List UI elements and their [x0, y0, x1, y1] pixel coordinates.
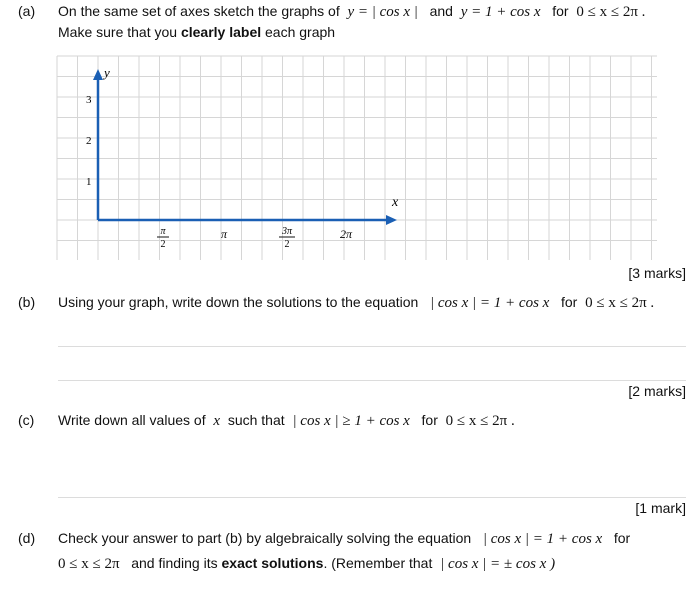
- domain-c: 0 ≤ x ≤ 2π .: [445, 413, 515, 429]
- part-d-remember: . (Remember that: [323, 555, 433, 571]
- identity-abs-cos: | cos x | = ± cos x ): [440, 556, 556, 572]
- answer-line-c[interactable]: [58, 497, 686, 498]
- inequality-c: | cos x | ≥ 1 + cos x: [292, 413, 410, 429]
- part-b-line: [58, 294, 654, 312]
- part-c-marks: [1 mark]: [635, 500, 686, 516]
- equation-b: | cos x | = 1 + cos x: [430, 295, 550, 311]
- for-word: for: [552, 3, 569, 19]
- equation-abs-cos: y = | cos x |: [347, 4, 418, 20]
- y-tick-2: 2: [86, 135, 92, 147]
- x-tick-pi: π: [220, 227, 228, 241]
- part-c-label: (c): [18, 412, 35, 428]
- y-axis-arrow: [93, 69, 103, 80]
- svg-text:π: π: [160, 226, 166, 237]
- part-c-prompt: Write down all values of: [58, 412, 206, 428]
- for-word-c: for: [421, 412, 438, 428]
- svg-text:2: 2: [284, 239, 290, 250]
- equation-d: | cos x | = 1 + cos x: [482, 531, 603, 547]
- answer-line-b2[interactable]: [58, 380, 686, 381]
- x-tick-2pi: 2π: [339, 227, 353, 241]
- part-a-prompt: On the same set of axes sketch the graphs of: [58, 3, 340, 19]
- x-axis-label: x: [392, 195, 399, 210]
- part-d-line2: [58, 555, 555, 573]
- domain-b: 0 ≤ x ≤ 2π .: [585, 295, 655, 311]
- equation-one-plus-cos: y = 1 + cos x: [460, 4, 541, 20]
- y-tick-3: 3: [86, 94, 92, 106]
- domain: 0 ≤ x ≤ 2π .: [576, 4, 646, 20]
- for-word-d: for: [613, 530, 631, 546]
- x-tick-3pi-over-2: [279, 226, 295, 250]
- exact-solutions-bold: exact solutions: [221, 555, 324, 571]
- part-b-prompt: Using your graph, write down the solutions to the equation: [58, 294, 419, 310]
- y-axis-label: y: [104, 65, 110, 80]
- part-a-instruction: Make sure that you: [58, 24, 178, 40]
- part-a-instruction-end: each graph: [265, 24, 336, 40]
- answer-line-b1[interactable]: [58, 346, 686, 347]
- for-word-b: for: [560, 294, 578, 310]
- part-d-line1: [58, 530, 630, 548]
- svg-text:2: 2: [160, 239, 166, 250]
- part-c-prompt-end: such that: [227, 412, 285, 428]
- part-a-label: (a): [18, 3, 36, 19]
- variable-x: x: [213, 413, 221, 429]
- part-b-marks: [2 marks]: [628, 383, 686, 399]
- part-c-line: [58, 412, 515, 430]
- part-a-instruction-bold: clearly label: [180, 24, 262, 40]
- part-a-marks: [3 marks]: [628, 265, 686, 281]
- and-word: and: [429, 3, 453, 19]
- part-d-mid: and finding its: [131, 555, 218, 571]
- domain-d: 0 ≤ x ≤ 2π: [58, 556, 120, 572]
- y-tick-1: 1: [86, 176, 92, 188]
- part-b-label: (b): [18, 294, 36, 310]
- part-d-prompt: Check your answer to part (b) by algebraically solving the equation: [58, 530, 472, 546]
- x-tick-pi-over-2: [157, 226, 169, 250]
- svg-text:3π: 3π: [281, 226, 293, 237]
- grid-lines: [57, 56, 657, 260]
- x-axis-arrow: [386, 215, 397, 225]
- part-d-label: (d): [18, 530, 36, 546]
- sketch-grid[interactable]: [0, 0, 700, 265]
